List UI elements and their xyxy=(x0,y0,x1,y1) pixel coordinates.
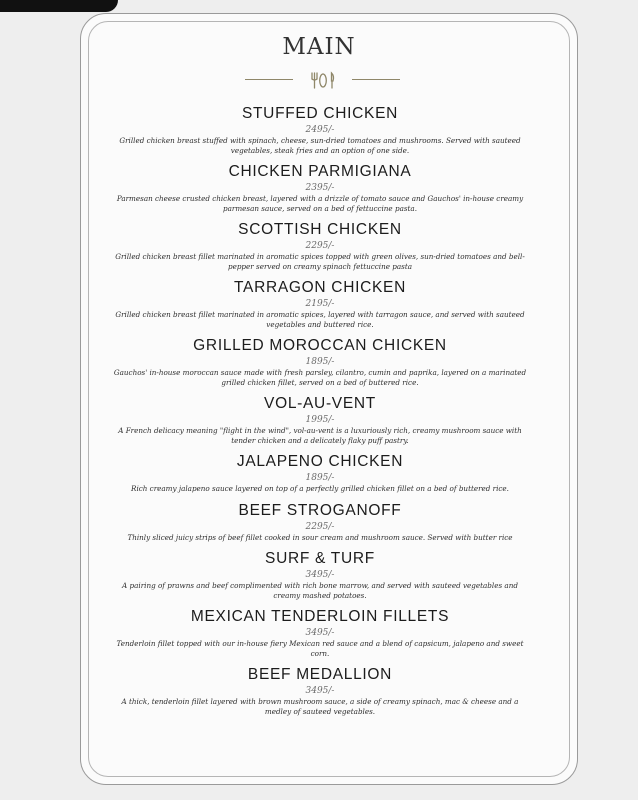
menu-item-name: TARRAGON CHICKEN xyxy=(234,279,406,296)
menu-item-name: GRILLED MOROCCAN CHICKEN xyxy=(193,337,447,354)
menu-title: MAIN xyxy=(282,34,356,60)
menu-item-price: 2495/- xyxy=(305,125,335,135)
menu-item-description: Grilled chicken breast fillet marinated in aromatic spices topped with green olives, sun-dried tomatoes and bell-pepper served on creamy spinach fettuccine pasta xyxy=(115,252,525,271)
menu-item-description: Grilled chicken breast fillet marinated in aromatic spices, layered with tarragon sauce, and served with sauteed vegetables and buttered rice. xyxy=(115,310,525,329)
menu-item-description: Tenderloin fillet topped with our in-house fiery Mexican red sauce and a blend of capsicum, jalapeno and sweet corn. xyxy=(116,639,524,658)
menu-item-description: Parmesan cheese crusted chicken breast, layered with a drizzle of tomato sauce and Gauchos' in-house creamy parmesan sauce, served on a bed of fettuccine pasta. xyxy=(116,194,524,213)
menu-item xyxy=(110,501,530,543)
menu-item xyxy=(110,549,530,600)
menu-item xyxy=(110,607,530,658)
menu-item-name: SURF & TURF xyxy=(265,550,375,567)
menu-item-name: VOL-AU-VENT xyxy=(264,395,376,412)
menu-item-description: A thick, tenderloin fillet layered with brown mushroom sauce, a side of creamy spinach, mac & cheese and a medley of sauteed vegetables. xyxy=(121,697,519,716)
menu-item-name: MEXICAN TENDERLOIN FILLETS xyxy=(190,608,450,625)
menu-item xyxy=(110,278,530,329)
menu-item-price: 2195/- xyxy=(305,299,335,309)
divider-line-left xyxy=(245,79,293,80)
menu-item-description: Rich creamy jalapeno sauce layered on top of a perfectly grilled chicken fillet on a bed of buttered rice. xyxy=(131,484,509,493)
menu-item-price: 1895/- xyxy=(305,473,335,483)
menu-item xyxy=(110,452,530,494)
menu-item-name: SCOTTISH CHICKEN xyxy=(238,221,402,238)
menu-item-description: Grilled chicken breast stuffed with spinach, cheese, sun-dried tomatoes and mushrooms. Served with sauteed vegetables, steak fries and an option of one side. xyxy=(119,136,521,155)
menu-item-name: CHICKEN PARMIGIANA xyxy=(228,163,412,180)
title-divider xyxy=(245,70,400,90)
menu-items-list xyxy=(110,104,530,723)
menu-item xyxy=(110,104,530,155)
cutlery-icon xyxy=(309,70,337,90)
menu-item-name: BEEF STROGANOFF xyxy=(238,501,402,519)
corner-shadow xyxy=(0,0,118,12)
menu-item-price: 3495/- xyxy=(305,686,335,696)
menu-item xyxy=(110,336,530,387)
menu-item-description: A pairing of prawns and beef complimented with rich bone marrow, and served with sauteed vegetables and creamy mashed potatoes. xyxy=(122,581,518,600)
menu-item-price: 2295/- xyxy=(305,241,335,251)
menu-item-price: 3495/- xyxy=(305,570,335,580)
menu-item-price: 3495/- xyxy=(305,628,335,638)
menu-item-description: Thinly sliced juicy strips of beef fillet cooked in sour cream and mushroom sauce. Served with butter rice xyxy=(127,532,513,542)
menu-item xyxy=(110,162,530,213)
menu-item-price: 1895/- xyxy=(305,357,335,367)
menu-item-price: 2295/- xyxy=(305,521,335,532)
menu-item xyxy=(110,394,530,445)
menu-item xyxy=(110,220,530,271)
menu-item-price: 2395/- xyxy=(305,183,335,193)
menu-item-description: A French delicacy meaning "flight in the wind", vol-au-vent is a luxuriously rich, creamy mushroom sauce with tender chicken and a delicately flaky puff pastry. xyxy=(118,426,522,445)
divider-line-right xyxy=(352,79,400,80)
menu-item-name: BEEF MEDALLION xyxy=(247,666,393,683)
menu-item-description: Gauchos' in-house moroccan sauce made with fresh parsley, cilantro, cumin and paprika, layered on a marinated grilled chicken fillet, served on a bed of buttered rice. xyxy=(113,368,527,387)
menu-item-name: JALAPENO CHICKEN xyxy=(236,453,404,470)
menu-item xyxy=(110,665,530,716)
menu-item-price: 1995/- xyxy=(305,415,335,425)
menu-item-name: STUFFED CHICKEN xyxy=(241,105,399,122)
